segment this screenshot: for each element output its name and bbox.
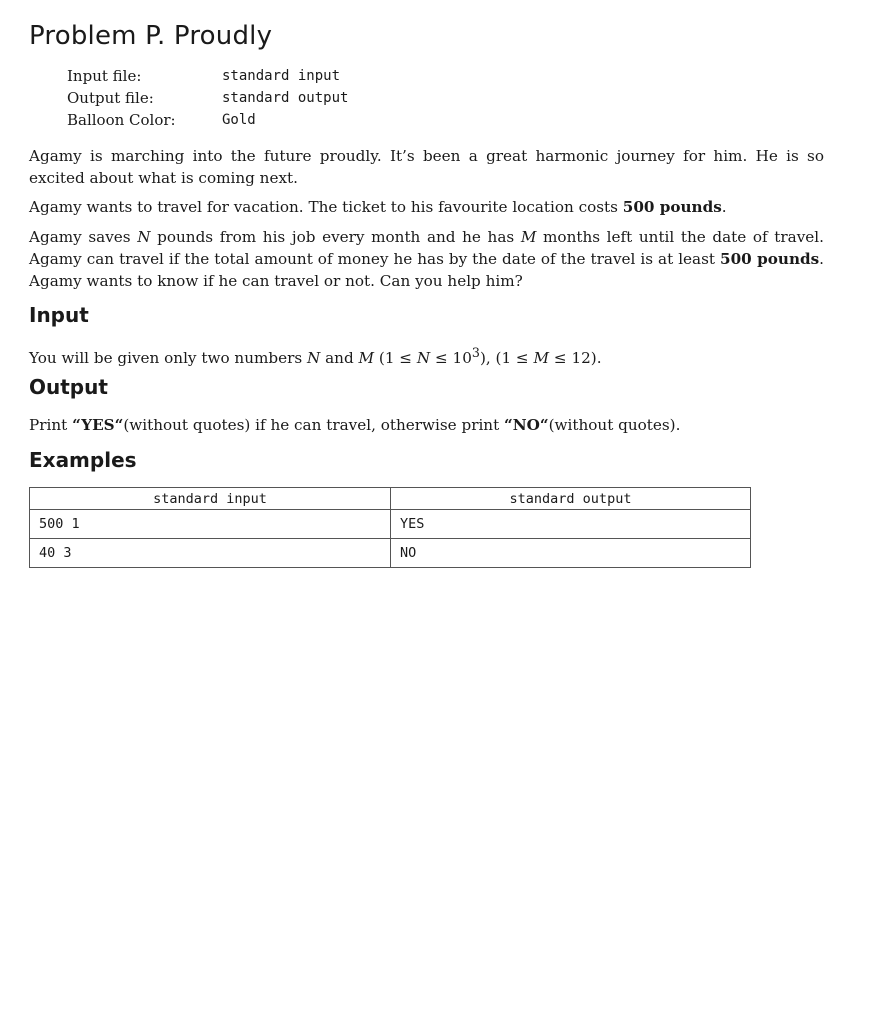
- text-span: (without quotes).: [548, 416, 681, 434]
- example-output-cell: YES: [391, 510, 751, 539]
- examples-table: [29, 487, 751, 568]
- text-span: You will be given only two numbers: [29, 349, 307, 368]
- text-span: (1 ≤: [374, 349, 417, 368]
- text-span: pounds from his job every month and he has: [150, 228, 521, 246]
- math-var-m: M: [533, 349, 550, 368]
- meta-value: standard input: [222, 68, 341, 84]
- io-metadata: [67, 65, 348, 131]
- bold-no: “NO“: [504, 416, 549, 434]
- input-heading: Input: [29, 303, 89, 327]
- exponent: 3: [471, 345, 480, 360]
- header-standard-input: standard input: [30, 488, 391, 510]
- meta-row-output-file: [67, 87, 348, 109]
- output-heading: Output: [29, 375, 108, 399]
- meta-row-input-file: [67, 65, 348, 87]
- math-var-n: N: [416, 349, 431, 368]
- text-span: .: [721, 198, 727, 216]
- table-row: [30, 539, 751, 568]
- text-span: Print: [29, 416, 73, 434]
- statement-paragraph-3: [29, 226, 824, 292]
- table-header-row: [30, 488, 751, 510]
- text-span: ), (1 ≤: [479, 349, 534, 368]
- bold-yes: “YES“: [72, 416, 124, 434]
- meta-key: Balloon Color:: [67, 111, 176, 129]
- text-span: . Agamy wants to know if he can travel or not. Can you help him?: [29, 250, 824, 290]
- math-var-m: M: [358, 349, 375, 368]
- statement-paragraph-1: Agamy is marching into the future proudly. It’s been a great harmonic journey for him. He is so excited about what is coming next.: [29, 147, 824, 187]
- math-var-n: N: [137, 228, 151, 246]
- table-row: [30, 510, 751, 539]
- example-output-cell: NO: [391, 539, 751, 568]
- example-input-cell: 40 3: [30, 539, 391, 568]
- bold-amount: 500 pounds: [622, 198, 722, 216]
- math-var-n: N: [306, 349, 321, 368]
- text-span: Agamy wants to travel for vacation. The ticket to his favourite location costs: [29, 198, 623, 216]
- bold-amount: 500 pounds: [720, 250, 820, 268]
- math-var-m: M: [520, 228, 537, 246]
- output-description: [29, 414, 824, 436]
- meta-key: Input file:: [67, 67, 142, 85]
- text-span: months left until the date of travel. Agamy can travel if the total amount of money he has by the date of the travel is at least: [29, 228, 824, 268]
- text-span: Agamy saves: [29, 228, 138, 246]
- examples-heading: Examples: [29, 448, 137, 472]
- meta-row-balloon-color: [67, 109, 348, 131]
- text-span: ≤ 12).: [549, 349, 602, 368]
- input-description: [29, 342, 824, 369]
- meta-value: Gold: [222, 112, 256, 128]
- text-span: (without quotes) if he can travel, otherwise print: [123, 416, 505, 434]
- example-input-cell: 500 1: [30, 510, 391, 539]
- meta-key: Output file:: [67, 89, 154, 107]
- header-standard-output: standard output: [391, 488, 751, 510]
- statement-paragraph-2: [29, 196, 824, 218]
- text-span: ≤ 10: [430, 349, 472, 368]
- text-span: and: [320, 349, 359, 368]
- problem-title: Problem P. Proudly: [29, 21, 273, 51]
- meta-value: standard output: [222, 90, 349, 106]
